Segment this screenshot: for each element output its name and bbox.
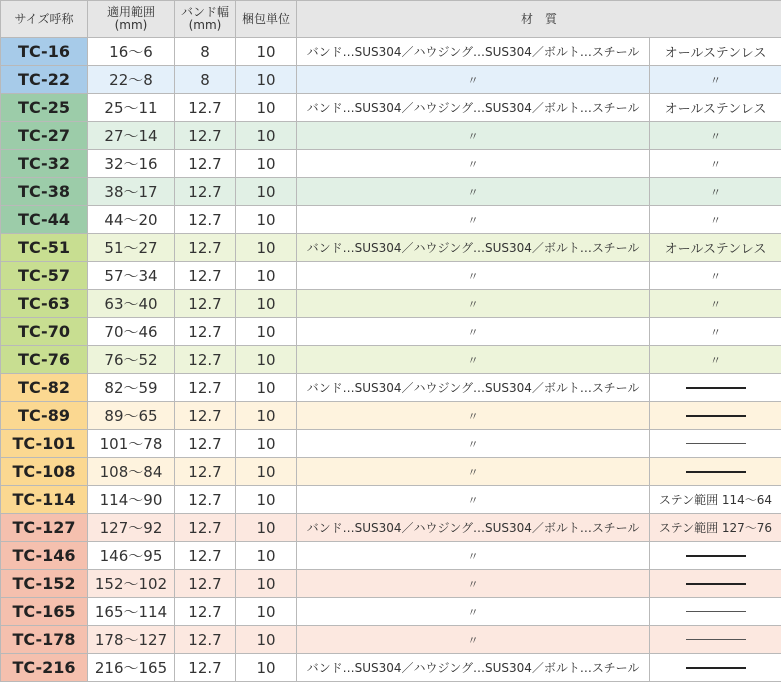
material-cell: [297, 234, 650, 262]
material-cell: [297, 402, 650, 430]
material-note-cell: [650, 598, 781, 626]
pack-unit-cell: 10: [236, 654, 297, 682]
band-width-cell: 12.7: [175, 262, 236, 290]
model-cell: TC-44: [1, 206, 88, 234]
material-text: バンド…SUS304／ハウジング…SUS304／ボルト…スチール: [306, 381, 640, 395]
model-cell: TC-146: [1, 542, 88, 570]
table-row: [1, 234, 781, 262]
material-cell: [297, 206, 650, 234]
band-width-cell: 12.7: [175, 514, 236, 542]
range-cell: 44～20: [88, 206, 175, 234]
pack-unit-cell: 10: [236, 66, 297, 94]
table-row: [1, 570, 781, 598]
material-cell: [297, 374, 650, 402]
dash-line: [686, 583, 746, 585]
model-cell: TC-57: [1, 262, 88, 290]
pack-unit-cell: 10: [236, 206, 297, 234]
material-note-text: 〃: [710, 325, 721, 339]
pack-unit-cell: 10: [236, 430, 297, 458]
table-row: [1, 94, 781, 122]
pack-unit-cell: 10: [236, 402, 297, 430]
dash-line: [686, 387, 746, 389]
band-width-cell: 12.7: [175, 626, 236, 654]
material-note-cell: [650, 206, 781, 234]
model-cell: TC-127: [1, 514, 88, 542]
material-cell: [297, 262, 650, 290]
band-width-cell: 12.7: [175, 542, 236, 570]
material-note-cell: [650, 486, 781, 514]
material-cell: [297, 346, 650, 374]
range-cell: 38～17: [88, 178, 175, 206]
material-text: 〃: [467, 213, 479, 227]
dash-line: [686, 555, 746, 557]
model-cell: TC-76: [1, 346, 88, 374]
range-cell: 127～92: [88, 514, 175, 542]
pack-unit-cell: 10: [236, 150, 297, 178]
range-cell: 178～127: [88, 626, 175, 654]
range-cell: 216～165: [88, 654, 175, 682]
band-width-cell: 12.7: [175, 122, 236, 150]
band-width-cell: 8: [175, 38, 236, 66]
material-cell: [297, 542, 650, 570]
material-text: バンド…SUS304／ハウジング…SUS304／ボルト…スチール: [306, 101, 640, 115]
pack-unit-cell: 10: [236, 626, 297, 654]
band-width-cell: 12.7: [175, 598, 236, 626]
table-body: [1, 38, 781, 682]
dash-line: [686, 639, 746, 640]
model-cell: TC-89: [1, 402, 88, 430]
table-row: [1, 626, 781, 654]
material-note-cell: [650, 178, 781, 206]
material-note-text: オールステンレス: [664, 46, 767, 61]
material-note-cell: [650, 290, 781, 318]
header-band: バンド幅 (mm): [175, 1, 236, 38]
range-cell: 82～59: [88, 374, 175, 402]
table-row: [1, 262, 781, 290]
material-note-cell: [650, 122, 781, 150]
material-cell: [297, 486, 650, 514]
pack-unit-cell: 10: [236, 570, 297, 598]
model-cell: TC-27: [1, 122, 88, 150]
pack-unit-cell: 10: [236, 598, 297, 626]
table-row: [1, 654, 781, 682]
table-row: [1, 542, 781, 570]
table-row: [1, 206, 781, 234]
header-row: [1, 1, 781, 38]
model-cell: TC-165: [1, 598, 88, 626]
dash-line: [686, 611, 746, 612]
table-row: [1, 402, 781, 430]
table-row: [1, 374, 781, 402]
table-row: [1, 458, 781, 486]
model-cell: TC-101: [1, 430, 88, 458]
range-cell: 27～14: [88, 122, 175, 150]
model-cell: TC-51: [1, 234, 88, 262]
material-cell: [297, 458, 650, 486]
material-cell: [297, 38, 650, 66]
material-cell: [297, 178, 650, 206]
range-cell: 51～27: [88, 234, 175, 262]
material-note-cell: [650, 66, 781, 94]
table-row: [1, 290, 781, 318]
pack-unit-cell: 10: [236, 94, 297, 122]
material-note-text: ステン範囲 114～64: [658, 493, 773, 507]
material-cell: [297, 150, 650, 178]
dash-line: [686, 667, 746, 669]
material-cell: [297, 122, 650, 150]
material-note-cell: [650, 38, 781, 66]
model-cell: TC-82: [1, 374, 88, 402]
dash-line: [686, 415, 746, 417]
material-note-text: 〃: [710, 269, 721, 283]
table-row: [1, 318, 781, 346]
material-note-text: 〃: [710, 129, 721, 143]
model-cell: TC-63: [1, 290, 88, 318]
band-width-cell: 12.7: [175, 654, 236, 682]
material-text: 〃: [467, 437, 479, 451]
dash-line: [686, 471, 746, 473]
model-cell: TC-22: [1, 66, 88, 94]
material-cell: [297, 570, 650, 598]
material-text: 〃: [467, 185, 479, 199]
material-note-cell: [650, 94, 781, 122]
range-cell: 165～114: [88, 598, 175, 626]
pack-unit-cell: 10: [236, 38, 297, 66]
material-text: バンド…SUS304／ハウジング…SUS304／ボルト…スチール: [306, 45, 640, 59]
header-material: 材 質: [297, 1, 781, 38]
model-cell: TC-152: [1, 570, 88, 598]
material-cell: [297, 626, 650, 654]
table-row: [1, 486, 781, 514]
band-width-cell: 12.7: [175, 178, 236, 206]
material-text: 〃: [467, 577, 479, 591]
material-text: バンド…SUS304／ハウジング…SUS304／ボルト…スチール: [306, 661, 640, 675]
model-cell: TC-38: [1, 178, 88, 206]
range-cell: 16～6: [88, 38, 175, 66]
material-note-cell: [650, 542, 781, 570]
band-width-cell: 12.7: [175, 290, 236, 318]
band-width-cell: 12.7: [175, 346, 236, 374]
model-cell: TC-25: [1, 94, 88, 122]
range-cell: 76～52: [88, 346, 175, 374]
material-text: 〃: [467, 129, 479, 143]
material-note-cell: [650, 374, 781, 402]
range-cell: 22～8: [88, 66, 175, 94]
material-text: 〃: [467, 157, 479, 171]
pack-unit-cell: 10: [236, 262, 297, 290]
material-text: 〃: [467, 633, 479, 647]
material-cell: [297, 290, 650, 318]
pack-unit-cell: 10: [236, 122, 297, 150]
material-note-text: オールステンレス: [664, 102, 767, 117]
material-text: 〃: [467, 325, 479, 339]
table-row: [1, 150, 781, 178]
range-cell: 57～34: [88, 262, 175, 290]
material-text: 〃: [467, 493, 479, 507]
band-width-cell: 12.7: [175, 94, 236, 122]
material-cell: [297, 94, 650, 122]
material-text: 〃: [467, 353, 479, 367]
material-note-text: 〃: [710, 73, 721, 87]
material-cell: [297, 318, 650, 346]
range-cell: 25～11: [88, 94, 175, 122]
material-note-cell: [650, 262, 781, 290]
material-note-cell: [650, 150, 781, 178]
table-row: [1, 178, 781, 206]
material-cell: [297, 654, 650, 682]
range-cell: 146～95: [88, 542, 175, 570]
material-text: バンド…SUS304／ハウジング…SUS304／ボルト…スチール: [306, 241, 640, 255]
material-text: 〃: [467, 605, 479, 619]
material-note-text: オールステンレス: [664, 242, 767, 257]
model-cell: TC-32: [1, 150, 88, 178]
material-text: 〃: [467, 269, 479, 283]
material-note-text: 〃: [710, 213, 721, 227]
band-width-cell: 12.7: [175, 318, 236, 346]
material-note-cell: [650, 654, 781, 682]
band-width-cell: 12.7: [175, 570, 236, 598]
material-note-cell: [650, 458, 781, 486]
material-note-cell: [650, 234, 781, 262]
material-text: 〃: [467, 549, 479, 563]
range-cell: 108～84: [88, 458, 175, 486]
band-width-cell: 12.7: [175, 430, 236, 458]
model-cell: TC-216: [1, 654, 88, 682]
table-row: [1, 38, 781, 66]
table-row: [1, 346, 781, 374]
material-cell: [297, 598, 650, 626]
pack-unit-cell: 10: [236, 374, 297, 402]
table-row: [1, 514, 781, 542]
model-cell: TC-108: [1, 458, 88, 486]
material-text: 〃: [467, 409, 479, 423]
material-note-text: 〃: [710, 185, 721, 199]
material-note-cell: [650, 626, 781, 654]
band-width-cell: 12.7: [175, 486, 236, 514]
pack-unit-cell: 10: [236, 290, 297, 318]
pack-unit-cell: 10: [236, 458, 297, 486]
band-width-cell: 12.7: [175, 402, 236, 430]
pack-unit-cell: 10: [236, 318, 297, 346]
material-cell: [297, 66, 650, 94]
range-cell: 70～46: [88, 318, 175, 346]
material-note-cell: [650, 570, 781, 598]
band-width-cell: 8: [175, 66, 236, 94]
table-row: [1, 122, 781, 150]
pack-unit-cell: 10: [236, 542, 297, 570]
material-note-text: 〃: [710, 157, 721, 171]
band-width-cell: 12.7: [175, 206, 236, 234]
model-cell: TC-16: [1, 38, 88, 66]
material-text: 〃: [467, 297, 479, 311]
table-row: [1, 66, 781, 94]
material-note-cell: [650, 346, 781, 374]
band-width-cell: 12.7: [175, 150, 236, 178]
table-row: [1, 598, 781, 626]
pack-unit-cell: 10: [236, 486, 297, 514]
model-cell: TC-114: [1, 486, 88, 514]
header-model: サイズ呼称: [1, 1, 88, 38]
material-note-text: ステン範囲 127～76: [658, 521, 773, 535]
model-cell: TC-178: [1, 626, 88, 654]
band-width-cell: 12.7: [175, 374, 236, 402]
material-cell: [297, 514, 650, 542]
range-cell: 32～16: [88, 150, 175, 178]
material-note-cell: [650, 430, 781, 458]
range-cell: 152～102: [88, 570, 175, 598]
band-width-cell: 12.7: [175, 458, 236, 486]
pack-unit-cell: 10: [236, 346, 297, 374]
band-width-cell: 12.7: [175, 234, 236, 262]
pack-unit-cell: 10: [236, 178, 297, 206]
pack-unit-cell: 10: [236, 514, 297, 542]
model-cell: TC-70: [1, 318, 88, 346]
table-row: [1, 430, 781, 458]
material-note-cell: [650, 514, 781, 542]
material-note-cell: [650, 318, 781, 346]
range-cell: 89～65: [88, 402, 175, 430]
material-text: 〃: [467, 465, 479, 479]
material-cell: [297, 430, 650, 458]
range-cell: 114～90: [88, 486, 175, 514]
header-pack: 梱包単位: [236, 1, 297, 38]
range-cell: 101～78: [88, 430, 175, 458]
material-text: 〃: [467, 73, 479, 87]
range-cell: 63～40: [88, 290, 175, 318]
material-note-cell: [650, 402, 781, 430]
dash-line: [686, 443, 746, 444]
material-note-text: 〃: [710, 353, 721, 367]
material-text: バンド…SUS304／ハウジング…SUS304／ボルト…スチール: [306, 521, 640, 535]
pack-unit-cell: 10: [236, 234, 297, 262]
material-note-text: 〃: [710, 297, 721, 311]
header-range: 適用範囲 (mm): [88, 1, 175, 38]
